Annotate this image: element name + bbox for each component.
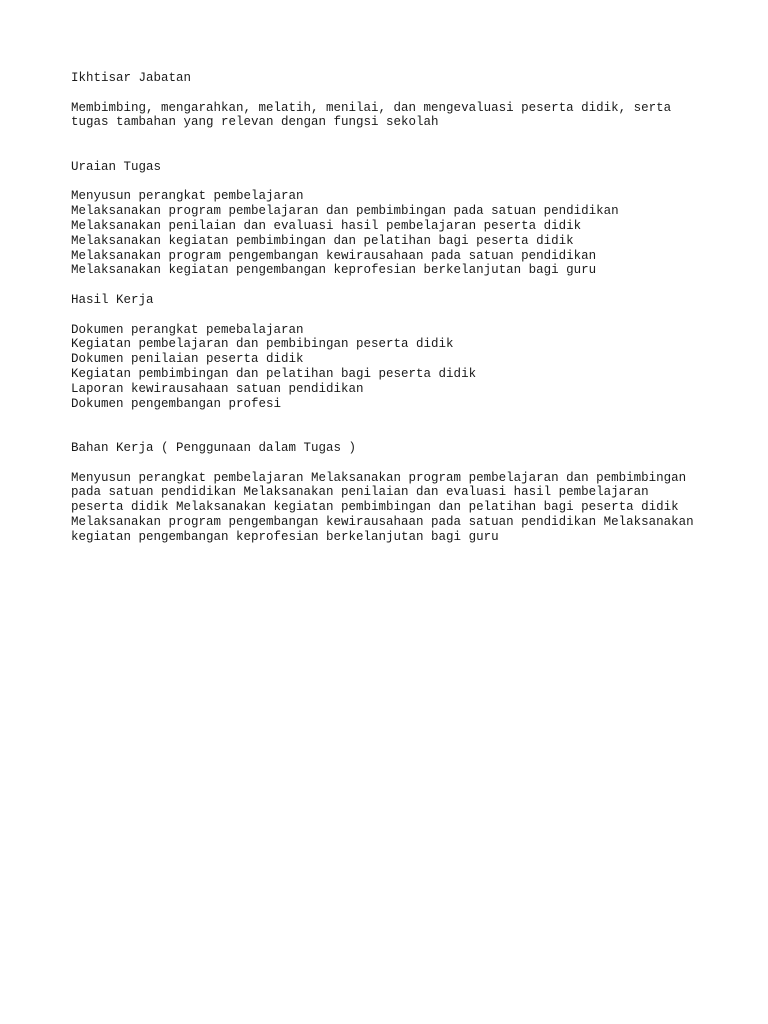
hasil-item: Laporan kewirausahaan satuan pendidikan — [71, 381, 364, 396]
bahan-heading: Bahan Kerja ( Penggunaan dalam Tugas ) — [71, 440, 357, 455]
uraian-item: Melaksanakan penilaian dan evaluasi hasil pembelajaran peserta didik — [71, 218, 582, 233]
hasil-item: Dokumen pengembangan profesi — [71, 396, 282, 411]
section-bahan-kerja — [71, 441, 711, 545]
bahan-line: Melaksanakan program pengembangan kewirausahaan pada satuan pendidikan Melaksanakan — [71, 514, 694, 529]
uraian-item: Melaksanakan program pengembangan kewirausahaan pada satuan pendidikan — [71, 248, 597, 263]
hasil-item: Kegiatan pembelajaran dan pembibingan peserta didik — [71, 337, 454, 352]
uraian-item: Melaksanakan kegiatan pembimbingan dan pelatihan bagi peserta didik — [71, 233, 574, 248]
bahan-line: kegiatan pengembangan keprofesian berkelanjutan bagi guru — [71, 529, 499, 544]
hasil-item: Kegiatan pembimbingan dan pelatihan bagi peserta didik — [71, 366, 477, 381]
section-uraian-tugas — [71, 160, 711, 278]
bahan-line: peserta didik Melaksanakan kegiatan pembimbingan dan pelatihan bagi peserta didik — [71, 500, 679, 515]
section-ikhtisar — [71, 71, 711, 130]
uraian-item: Menyusun perangkat pembelajaran — [71, 189, 304, 204]
hasil-heading: Hasil Kerja — [71, 292, 154, 307]
uraian-item: Melaksanakan kegiatan pengembangan keprofesian berkelanjutan bagi guru — [71, 263, 597, 278]
ikhtisar-heading: Ikhtisar Jabatan — [71, 71, 192, 85]
bahan-line: Menyusun perangkat pembelajaran Melaksanakan program pembelajaran dan pembimbingan — [71, 470, 687, 485]
section-hasil-kerja — [71, 293, 711, 411]
ikhtisar-line: Membimbing, mengarahkan, melatih, menilai, dan mengevaluasi peserta didik, serta — [71, 100, 672, 115]
uraian-heading: Uraian Tugas — [71, 159, 162, 174]
hasil-item: Dokumen penilaian peserta didik — [71, 352, 304, 367]
ikhtisar-line: tugas tambahan yang relevan dengan fungsi sekolah — [71, 115, 439, 130]
document-page — [71, 71, 711, 545]
uraian-item: Melaksanakan program pembelajaran dan pembimbingan pada satuan pendidikan — [71, 204, 619, 219]
bahan-line: pada satuan pendidikan Melaksanakan penilaian dan evaluasi hasil pembelajaran — [71, 485, 649, 500]
hasil-item: Dokumen perangkat pemebalajaran — [71, 322, 304, 337]
